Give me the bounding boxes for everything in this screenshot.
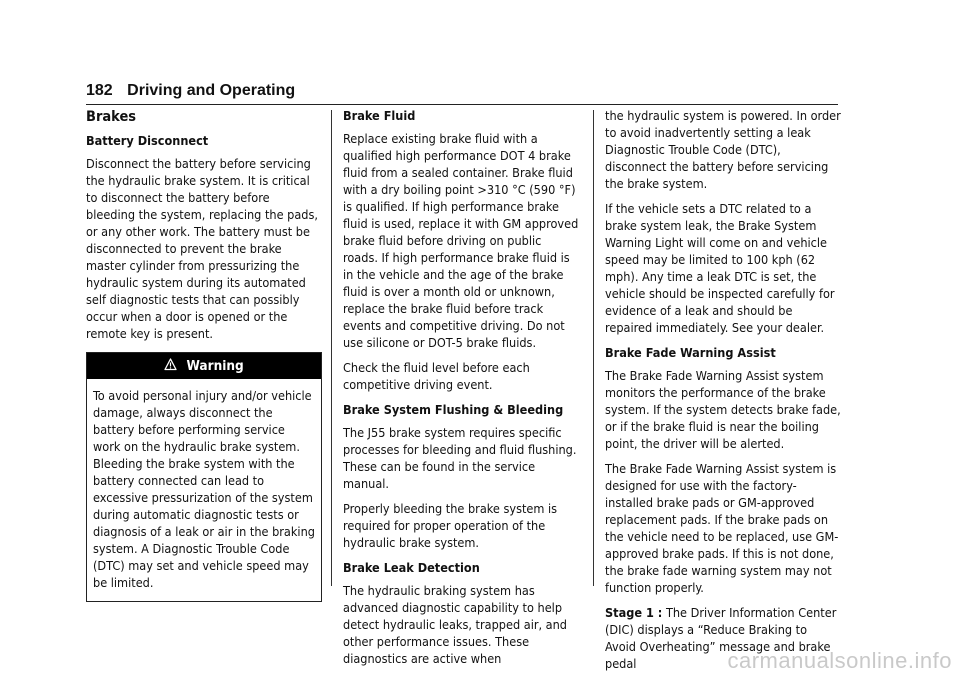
column-1 <box>86 107 322 602</box>
page-number: 182 <box>86 82 113 99</box>
dtc-paragraph: If the vehicle sets a DTC related to a brake system leak, the Brake System Warning Light will come on and vehicle speed may be limited to 100 kph (62 mph). Any time a leak DTC is set, the vehicle should be inspected carefully for evidence of a leak and should be repaired immediately. See your dealer. <box>605 201 835 335</box>
warning-text: To avoid personal injury and/or vehicle damage, always disconnect the battery before performing service work on the hydraulic brake system. Bleeding the brake system with the battery connected can lead to excessive pressurization of the system during automatic diagnostic tests or diagnosis of a leak or air in the braking system. A Diagnostic Trouble Code (DTC) may set and vehicle speed may be limited. <box>93 388 315 590</box>
battery-disconnect-heading: Battery Disconnect <box>86 133 209 148</box>
leak-detection-heading: Brake Leak Detection <box>343 560 480 575</box>
warning-triangle-icon <box>164 353 177 379</box>
warning-header <box>87 353 321 379</box>
brakes-heading: Brakes <box>86 109 137 125</box>
watermark: carmanualsonline.info <box>727 648 952 673</box>
warning-title: Warning <box>186 358 244 374</box>
fade-paragraph-1: The Brake Fade Warning Assist system monitors the performance of the brake system. If the system detects brake fade, or if the brake fluid is near the boiling point, the driver will be alerted. <box>605 368 841 451</box>
column-3 <box>605 107 841 680</box>
brake-fluid-paragraph-2: Check the fluid level before each competitive driving event. <box>343 360 530 392</box>
leak-detection-paragraph: The hydraulic braking system has advanced diagnostic capability to help detect hydraulic leaks, trapped air, and other performance issues. These diagnostics are active when <box>343 583 568 666</box>
stage1-label: Stage 1 : <box>605 605 663 620</box>
section-title: Driving and Operating <box>127 82 296 99</box>
leak-detection-continued: the hydraulic system is powered. In order to avoid inadvertently setting a leak Diagnostic Trouble Code (DTC), disconnect the battery before servicing the brake system. <box>605 108 841 191</box>
column-divider-2 <box>593 110 594 586</box>
column-2 <box>343 107 579 675</box>
brake-fluid-heading: Brake Fluid <box>343 108 416 123</box>
page-header <box>86 82 838 105</box>
flushing-bleeding-heading: Brake System Flushing & Bleeding <box>343 402 564 417</box>
warning-box <box>86 352 322 602</box>
fade-warning-heading: Brake Fade Warning Assist <box>605 345 776 360</box>
flushing-paragraph-1: The J55 brake system requires specific processes for bleeding and fluid flushing. These can be found in the service manual. <box>343 425 577 491</box>
flushing-paragraph-2: Properly bleeding the brake system is required for proper operation of the hydraulic brake system. <box>343 501 558 550</box>
fade-paragraph-2: The Brake Fade Warning Assist system is designed for use with the factory-installed brake pads or GM-approved replacement pads. If the brake pads on the vehicle need to be replaced, use GM-approved brake pads. If this is not done, the brake fade warning system may not function properly. <box>605 461 839 595</box>
column-divider-1 <box>331 110 332 586</box>
brake-fluid-paragraph-1: Replace existing brake fluid with a qualified high performance DOT 4 brake fluid from a sealed container. Brake fluid with a dry boiling point >310 °C (590 °F) is qualified. If high performance brake fluid is used, replace it with GM approved brake fluid before driving on public roads. If high performance brake fluid is in the vehicle and the age of the brake fluid is over a month old or unknown, replace the brake fluid before track events and competitive driving. Do not use silicone or DOT-5 brake fluids. <box>343 131 579 350</box>
stage1-text: The Driver Information Center (DIC) displays a “Reduce Braking to Avoid Overheating” message and brake pedal <box>605 605 837 671</box>
battery-disconnect-paragraph: Disconnect the battery before servicing the hydraulic brake system. It is critical to disconnect the battery before bleeding the system, replacing the pads, or any other work. The battery must be disconnected to prevent the brake master cylinder from pressurizing the hydraulic system during its automated self diagnostic tests that can possibly occur when a door is opened or the remote key is present. <box>86 156 318 341</box>
